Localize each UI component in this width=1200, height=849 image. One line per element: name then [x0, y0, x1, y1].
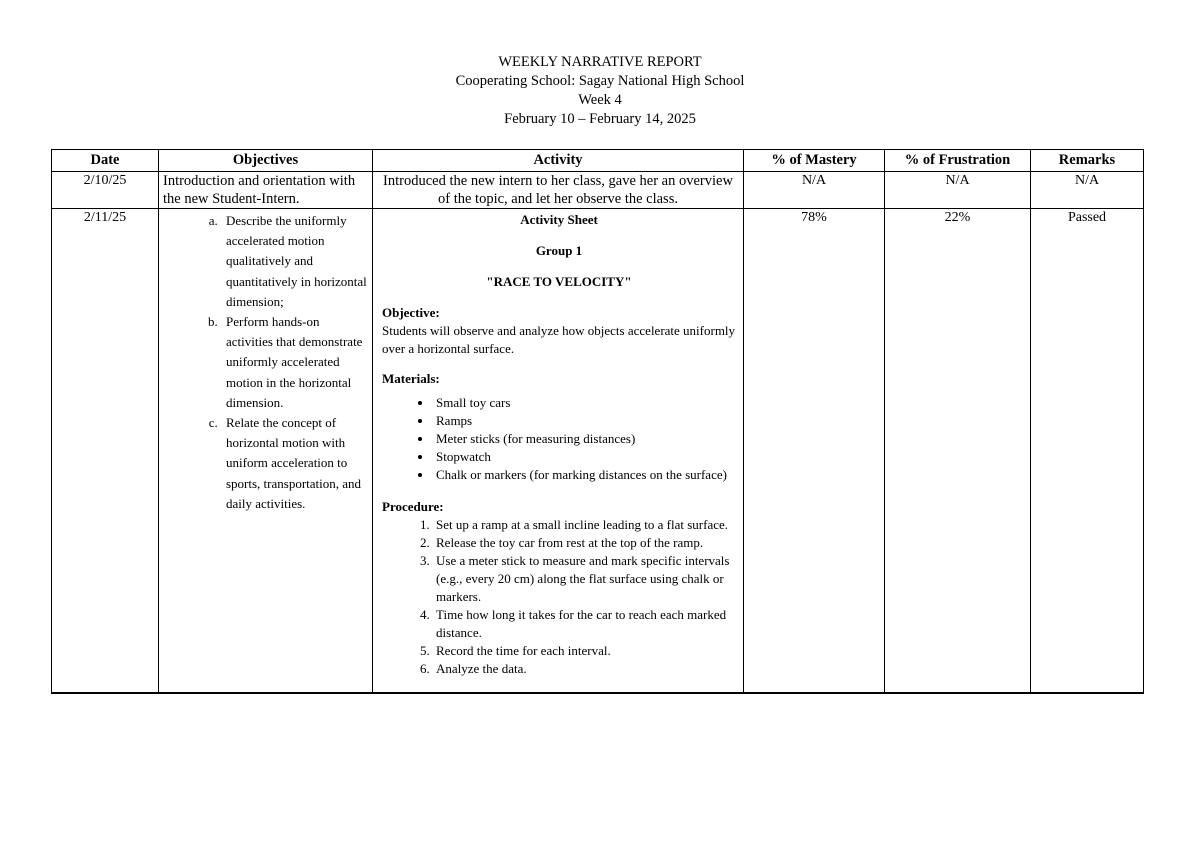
cooperating-school: Cooperating School: Sagay National High School	[455, 73, 745, 89]
list-item: 3. Use a meter stick to measure and mark specific intervals (e.g., every 20 cm) along the flat surface using chalk or markers.	[433, 552, 736, 606]
row1-remarks: N/A	[1031, 172, 1144, 209]
activity-name: "RACE TO VELOCITY"	[486, 274, 632, 289]
row2-objectives	[159, 209, 373, 694]
list-item: • Meter sticks (for measuring distances)	[433, 430, 736, 448]
row1-frustration: N/A	[885, 172, 1031, 209]
list-item: • Chalk or markers (for marking distances on the surface)	[433, 466, 736, 484]
list-item: • Small toy cars	[433, 394, 736, 412]
report-title: WEEKLY NARRATIVE REPORT	[498, 54, 702, 70]
row2-mastery: 78%	[744, 209, 885, 694]
table-row	[52, 209, 1144, 694]
list-item: 5. Record the time for each interval.	[433, 642, 736, 660]
date-range: February 10 – February 14, 2025	[504, 111, 696, 127]
row2-frustration: 22%	[885, 209, 1031, 694]
row2-date: 2/11/25	[52, 209, 159, 694]
report-header	[0, 53, 1200, 129]
row2-activity	[373, 209, 744, 694]
list-item: 6. Analyze the data.	[433, 660, 736, 678]
objective-item: c. Relate the concept of horizontal motion with uniform acceleration to sports, transportation, and daily activities.	[221, 413, 368, 514]
row1-date: 2/10/25	[52, 172, 159, 209]
objective-item: a. Describe the uniformly accelerated motion qualitatively and quantitatively in horizontal dimension;	[221, 211, 368, 312]
list-item: 4. Time how long it takes for the car to reach each marked distance.	[433, 606, 736, 642]
report-table	[51, 149, 1144, 694]
objectives-list	[163, 211, 368, 514]
materials-list	[382, 394, 736, 484]
list-item: • Ramps	[433, 412, 736, 430]
column-header-date: Date	[52, 150, 159, 172]
column-header-frustration: % of Frustration	[885, 150, 1031, 172]
objective-text: Students will observe and analyze how objects accelerate uniformly over a horizontal surface.	[382, 323, 736, 356]
objective-item: b. Perform hands-on activities that demonstrate uniformly accelerated motion in the horizontal dimension.	[221, 312, 368, 413]
procedure-list	[382, 516, 736, 678]
list-item: • Stopwatch	[433, 448, 736, 466]
column-header-objectives: Objectives	[159, 150, 373, 172]
column-header-activity: Activity	[373, 150, 744, 172]
activity-group: Group 1	[535, 243, 583, 258]
column-header-mastery: % of Mastery	[744, 150, 885, 172]
objective-label: Objective:	[382, 305, 440, 320]
row1-objectives: Introduction and orientation with the new Student-Intern.	[159, 172, 373, 209]
procedure-label: Procedure:	[382, 499, 444, 514]
row1-activity: Introduced the new intern to her class, gave her an overview of the topic, and let her observe the class.	[373, 172, 744, 209]
column-header-remarks: Remarks	[1031, 150, 1144, 172]
row2-remarks: Passed	[1031, 209, 1144, 694]
activity-sheet	[377, 209, 739, 692]
list-item: 1. Set up a ramp at a small incline leading to a flat surface.	[433, 516, 736, 534]
table-header-row	[52, 150, 1144, 172]
materials-label: Materials:	[382, 371, 440, 386]
week-label: Week 4	[578, 92, 622, 108]
activity-sheet-title: Activity Sheet	[520, 212, 598, 227]
table-row	[52, 172, 1144, 209]
list-item: 2. Release the toy car from rest at the top of the ramp.	[433, 534, 736, 552]
row1-mastery: N/A	[744, 172, 885, 209]
